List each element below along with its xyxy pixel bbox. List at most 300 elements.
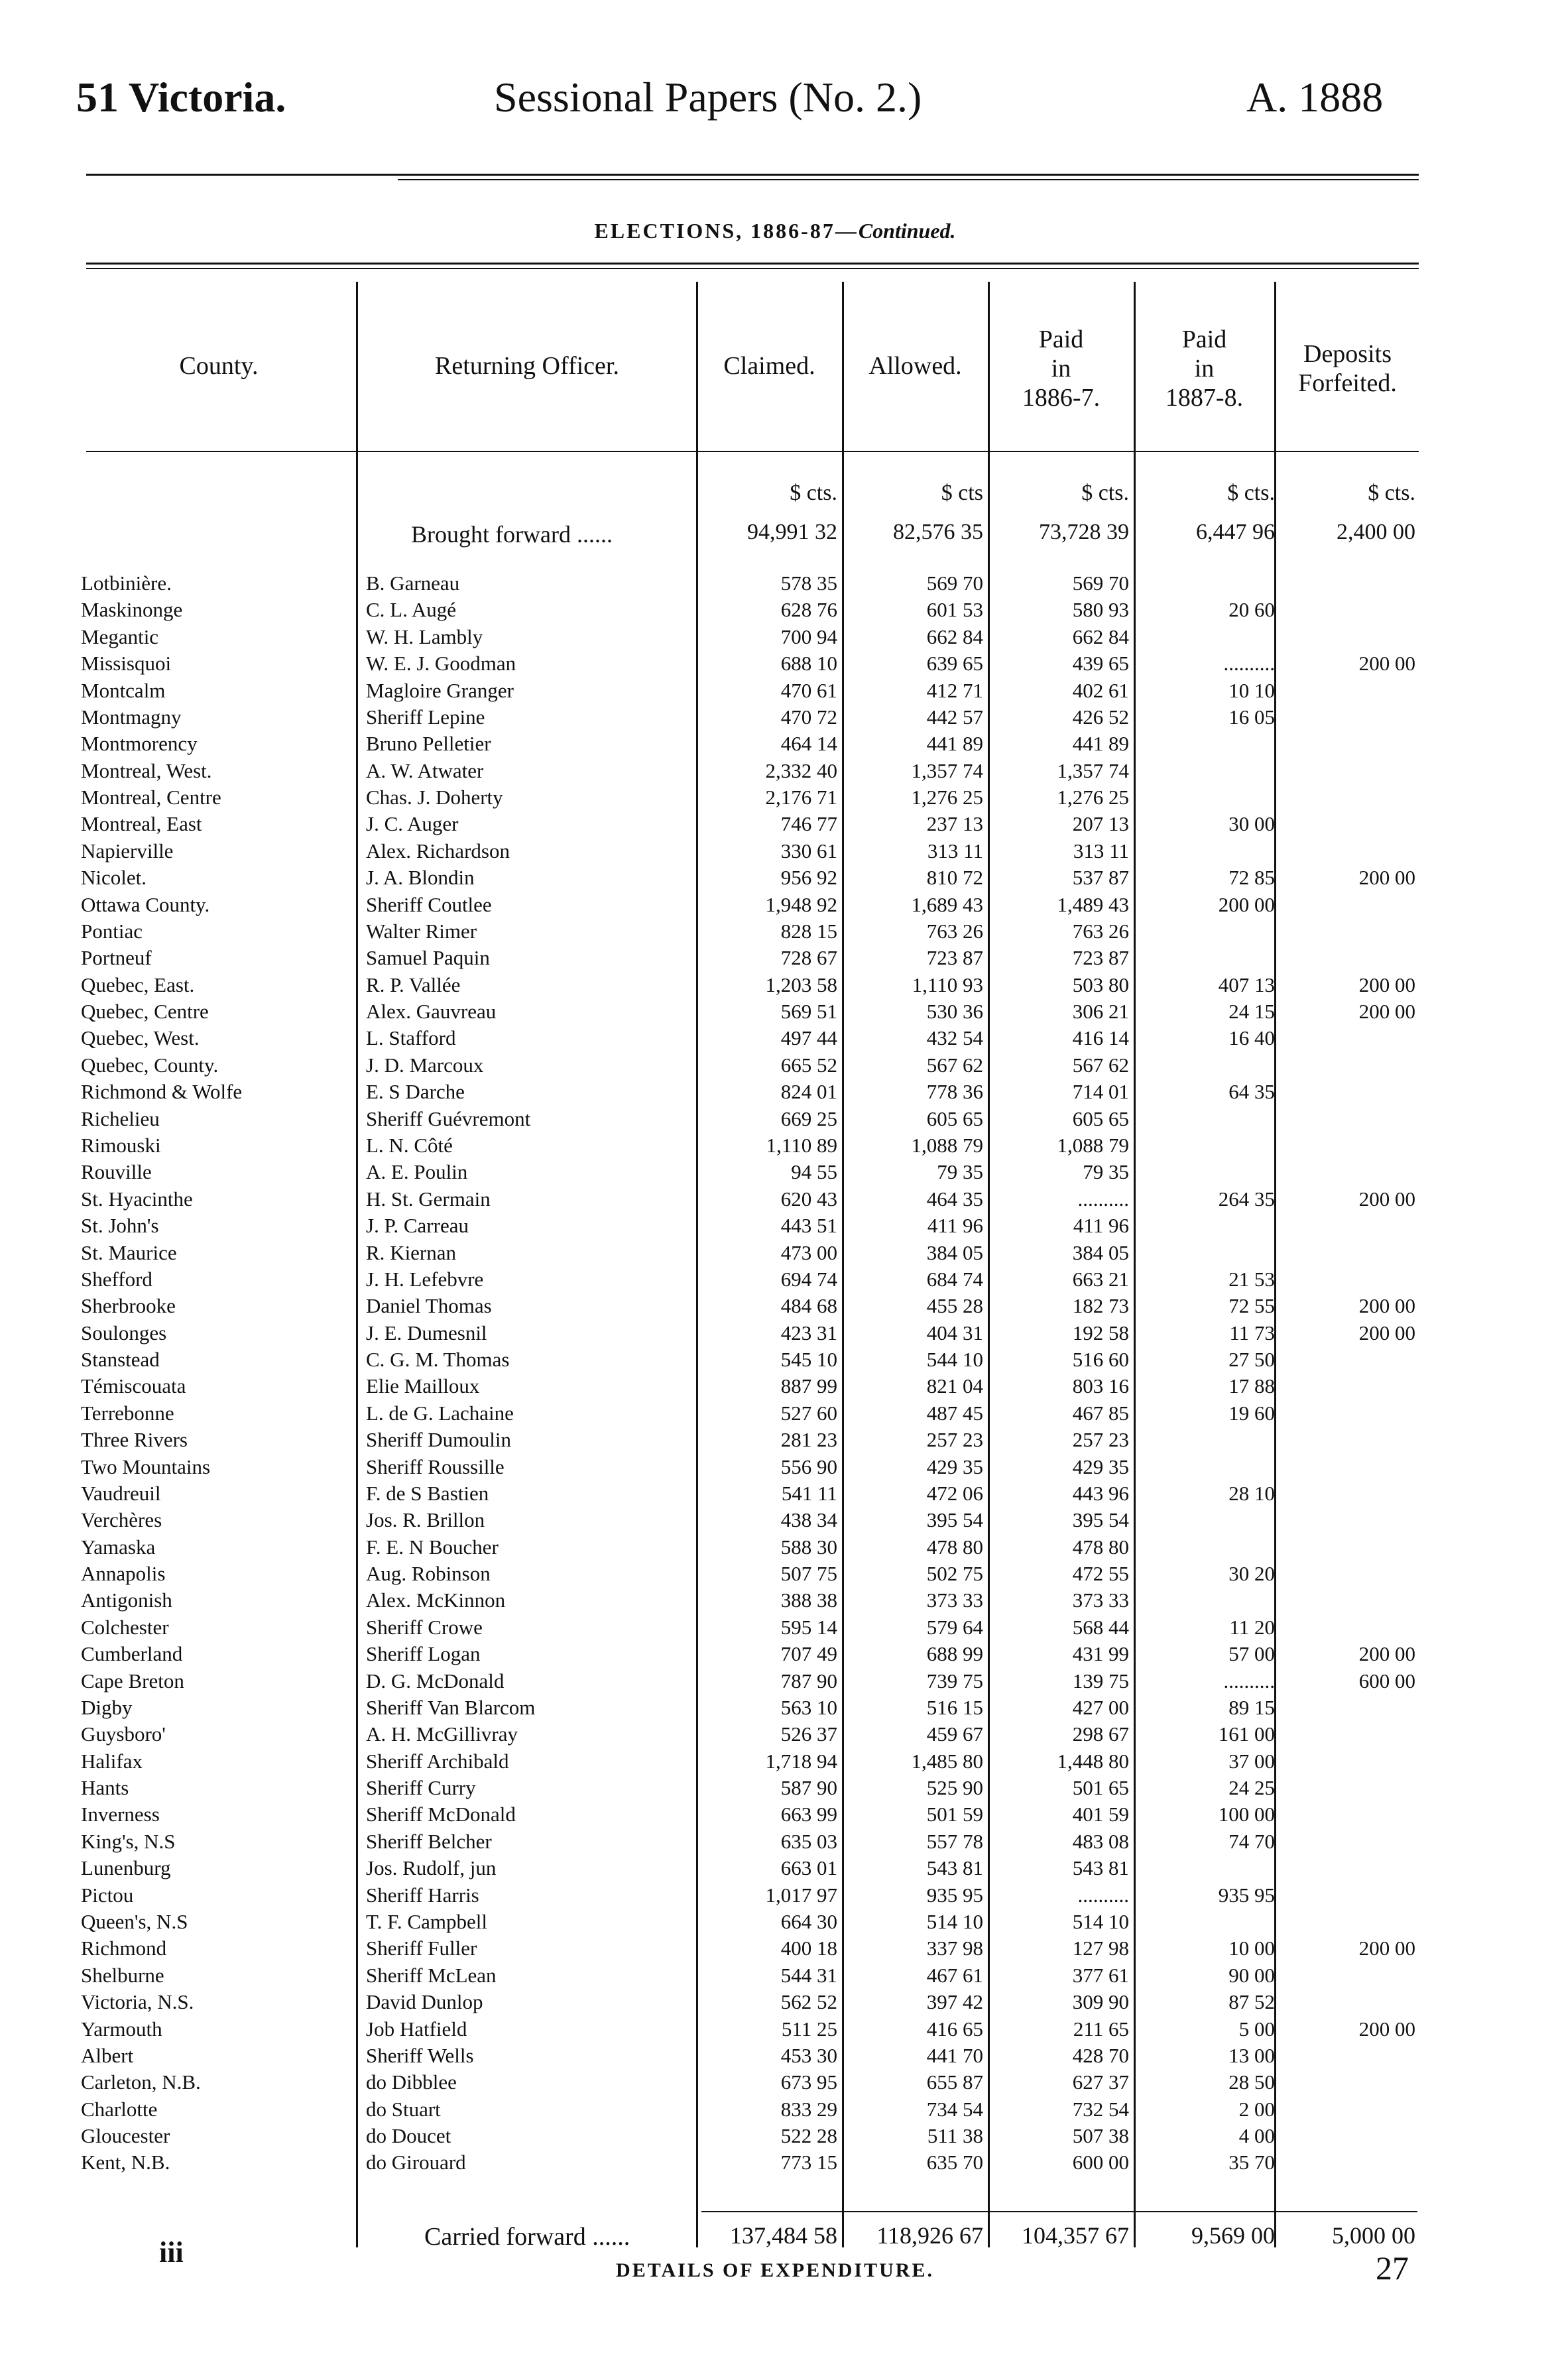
paid-1887-amount: 21 53 <box>1228 1268 1275 1291</box>
paid-1886-amount: 1,088 79 <box>1057 1134 1129 1157</box>
allowed-amount: 605 65 <box>926 1107 983 1130</box>
table-carry-rule <box>701 2211 1417 2212</box>
col-county-header: County. <box>179 352 259 380</box>
county-name: Richelieu <box>81 1107 160 1130</box>
paid-1886-amount: 580 93 <box>1072 598 1129 621</box>
paid-1886-amount: 257 23 <box>1072 1428 1129 1451</box>
allowed-amount: 662 84 <box>926 625 983 648</box>
paid-1886-amount: 723 87 <box>1072 946 1129 969</box>
paid-1886-amount: 428 70 <box>1072 2044 1129 2067</box>
claimed-amount: 824 01 <box>780 1080 837 1103</box>
allowed-amount: 525 90 <box>926 1776 983 1799</box>
allowed-amount: 464 35 <box>926 1187 983 1211</box>
carried-forward-paid-1887: 9,569 00 <box>1191 2222 1275 2249</box>
allowed-amount: 544 10 <box>926 1348 983 1371</box>
deposits-amount: 200 00 <box>1358 1187 1415 1211</box>
claimed-amount: 1,017 97 <box>765 1883 837 1907</box>
claimed-amount: 694 74 <box>780 1268 837 1291</box>
county-name: Guysboro' <box>81 1722 166 1746</box>
col-paid-1887-header: Paid in 1887-8. <box>1165 326 1244 412</box>
returning-officer: B. Garneau <box>366 571 460 595</box>
paid-1887-amount: 4 00 <box>1238 2124 1275 2147</box>
returning-officer: Sheriff Lepine <box>366 705 485 729</box>
deposits-amount: 200 00 <box>1358 1936 1415 1960</box>
county-name: Nicolet. <box>81 866 147 889</box>
allowed-amount: 1,357 74 <box>911 759 983 782</box>
paid-1887-amount: 10 10 <box>1228 679 1275 702</box>
county-name: Quebec, West. <box>81 1026 200 1049</box>
paid-1887-amount: 30 00 <box>1228 812 1275 835</box>
allowed-amount: 639 65 <box>926 652 983 675</box>
county-name: Pontiac <box>81 920 143 943</box>
brought-forward-claimed: 94,991 32 <box>747 520 837 544</box>
claimed-amount: 330 61 <box>780 839 837 863</box>
allowed-amount: 404 31 <box>926 1321 983 1344</box>
paid-1886-amount: 309 90 <box>1072 1990 1129 2013</box>
county-name: Témiscouata <box>81 1374 186 1398</box>
claimed-amount: 628 76 <box>780 598 837 621</box>
claimed-amount: 688 10 <box>780 652 837 675</box>
allowed-amount: 501 59 <box>926 1803 983 1826</box>
claimed-amount: 707 49 <box>780 1642 837 1665</box>
col-officer-header: Returning Officer. <box>435 352 619 380</box>
paid-1886-amount: 402 61 <box>1072 679 1129 702</box>
returning-officer: H. St. Germain <box>366 1187 491 1211</box>
paid-1887-amount: 10 00 <box>1228 1936 1275 1960</box>
allowed-amount: 432 54 <box>926 1026 983 1049</box>
claimed-amount: 746 77 <box>780 812 837 835</box>
column-divider <box>988 282 990 2247</box>
allowed-amount: 395 54 <box>926 1508 983 1531</box>
returning-officer: Job Hatfield <box>366 2017 467 2041</box>
allowed-amount: 1,689 43 <box>911 893 983 916</box>
returning-officer: C. L. Augé <box>366 598 457 621</box>
county-name: Lotbinière. <box>81 571 172 595</box>
paid-1886-amount: 763 26 <box>1072 920 1129 943</box>
county-name: Cape Breton <box>81 1669 184 1693</box>
table-subtitle: ELECTIONS, 1886-87—Continued. <box>594 219 956 243</box>
county-name: St. John's <box>81 1214 159 1237</box>
returning-officer: Bruno Pelletier <box>366 732 491 755</box>
paid-1886-amount: 472 55 <box>1072 1562 1129 1585</box>
paid-1886-amount: 605 65 <box>1072 1107 1129 1130</box>
allowed-amount: 441 70 <box>926 2044 983 2067</box>
county-name: Rimouski <box>81 1134 161 1157</box>
returning-officer: Sheriff Logan <box>366 1642 481 1665</box>
paid-1886-amount: 569 70 <box>1072 571 1129 595</box>
claimed-amount: 563 10 <box>780 1696 837 1719</box>
county-name: Richmond <box>81 1936 167 1960</box>
returning-officer: Sheriff McDonald <box>366 1803 516 1826</box>
paid-1886-amount: 443 96 <box>1072 1482 1129 1505</box>
county-name: Halifax <box>81 1750 143 1773</box>
returning-officer: Magloire Granger <box>366 679 514 702</box>
claimed-amount: 438 34 <box>780 1508 837 1531</box>
header-title: Sessional Papers (No. 2.) <box>494 74 922 121</box>
allowed-amount: 543 81 <box>926 1856 983 1879</box>
paid-1887-amount: 35 70 <box>1228 2151 1275 2174</box>
returning-officer: Sheriff Wells <box>366 2044 474 2067</box>
paid-1886-amount: 441 89 <box>1072 732 1129 755</box>
brought-forward-paid-1886: 73,728 39 <box>1039 520 1129 544</box>
unit-claimed: $ cts. <box>790 481 837 505</box>
paid-1887-amount: 11 73 <box>1229 1321 1275 1344</box>
county-name: Colchester <box>81 1616 169 1639</box>
county-name: Quebec, County. <box>81 1053 219 1077</box>
column-divider <box>842 282 844 2247</box>
county-name: Kent, N.B. <box>81 2151 170 2174</box>
deposits-amount: 200 00 <box>1358 2017 1415 2041</box>
allowed-amount: 412 71 <box>926 679 983 702</box>
county-name: Shelburne <box>81 1964 164 1987</box>
returning-officer: Sheriff Belcher <box>366 1830 492 1853</box>
returning-officer: Alex. Gauvreau <box>366 1000 497 1023</box>
paid-1886-amount: 1,276 25 <box>1057 786 1129 809</box>
allowed-amount: 739 75 <box>926 1669 983 1693</box>
col-deposits-header: Deposits Forfeited. <box>1298 340 1397 397</box>
claimed-amount: 663 99 <box>780 1803 837 1826</box>
claimed-amount: 400 18 <box>780 1936 837 1960</box>
claimed-amount: 473 00 <box>780 1241 837 1264</box>
paid-1886-amount: 429 35 <box>1072 1455 1129 1478</box>
county-name: Maskinonge <box>81 598 183 621</box>
allowed-amount: 472 06 <box>926 1482 983 1505</box>
returning-officer: Sheriff Fuller <box>366 1936 477 1960</box>
paid-1886-amount: 503 80 <box>1072 973 1129 996</box>
paid-1887-amount: 72 55 <box>1228 1294 1275 1317</box>
brought-forward-paid-1887: 6,447 96 <box>1196 520 1275 544</box>
paid-1887-amount: 935 95 <box>1218 1883 1275 1907</box>
claimed-amount: 541 11 <box>781 1482 837 1505</box>
county-name: Vaudreuil <box>81 1482 161 1505</box>
returning-officer: J. H. Lefebvre <box>366 1268 484 1291</box>
allowed-amount: 557 78 <box>926 1830 983 1853</box>
county-name: St. Maurice <box>81 1241 177 1264</box>
county-name: Megantic <box>81 625 159 648</box>
paid-1886-amount: 431 99 <box>1072 1642 1129 1665</box>
allowed-amount: 373 33 <box>926 1588 983 1612</box>
paid-1886-amount: 478 80 <box>1072 1535 1129 1559</box>
paid-1887-amount: 16 40 <box>1228 1026 1275 1049</box>
allowed-amount: 441 89 <box>926 732 983 755</box>
claimed-amount: 828 15 <box>780 920 837 943</box>
returning-officer: F. de S Bastien <box>366 1482 489 1505</box>
claimed-amount: 833 29 <box>780 2098 837 2121</box>
allowed-amount: 567 62 <box>926 1053 983 1077</box>
returning-officer: Sheriff Guévremont <box>366 1107 531 1130</box>
deposits-amount: 200 00 <box>1358 1642 1415 1665</box>
paid-1887-amount: 2 00 <box>1238 2098 1275 2121</box>
county-name: Sherbrooke <box>81 1294 176 1317</box>
paid-1887-amount: 89 15 <box>1228 1696 1275 1719</box>
carried-forward-label: Carried forward ...... <box>424 2223 630 2251</box>
paid-1886-amount: 567 62 <box>1072 1053 1129 1077</box>
allowed-amount: 442 57 <box>926 705 983 729</box>
paid-1887-amount: 28 10 <box>1228 1482 1275 1505</box>
header-rule-thin <box>398 179 1419 180</box>
header-session: 51 Victoria. <box>76 74 286 121</box>
paid-1886-amount: 732 54 <box>1072 2098 1129 2121</box>
claimed-amount: 511 25 <box>781 2017 837 2041</box>
claimed-amount: 578 35 <box>780 571 837 595</box>
allowed-amount: 502 75 <box>926 1562 983 1585</box>
paid-1886-amount: 298 67 <box>1072 1722 1129 1746</box>
paid-1887-amount: 57 00 <box>1228 1642 1275 1665</box>
county-name: Gloucester <box>81 2124 170 2147</box>
county-name: King's, N.S <box>81 1830 176 1853</box>
returning-officer: Samuel Paquin <box>366 946 490 969</box>
returning-officer: Jos. Rudolf, jun <box>366 1856 497 1879</box>
allowed-amount: 237 13 <box>926 812 983 835</box>
county-name: St. Hyacinthe <box>81 1187 193 1211</box>
paid-1886-amount: 803 16 <box>1072 1374 1129 1398</box>
returning-officer: Aug. Robinson <box>366 1562 491 1585</box>
returning-officer: D. G. McDonald <box>366 1669 505 1693</box>
allowed-amount: 810 72 <box>926 866 983 889</box>
unit-paid-1887: $ cts. <box>1227 481 1275 505</box>
unit-allowed: $ cts <box>941 481 983 505</box>
paid-1886-amount: 384 05 <box>1072 1241 1129 1264</box>
county-name: Napierville <box>81 839 174 863</box>
col-allowed-header: Allowed. <box>868 352 962 380</box>
paid-1886-amount: .......... <box>1077 1883 1129 1907</box>
returning-officer: Elie Mailloux <box>366 1374 480 1398</box>
county-name: Antigonish <box>81 1588 172 1612</box>
claimed-amount: 1,110 89 <box>766 1134 837 1157</box>
paid-1887-amount: 407 13 <box>1218 973 1275 996</box>
county-name: Annapolis <box>81 1562 166 1585</box>
county-name: Richmond & Wolfe <box>81 1080 243 1103</box>
claimed-amount: 700 94 <box>780 625 837 648</box>
paid-1886-amount: 306 21 <box>1072 1000 1129 1023</box>
column-divider <box>356 282 358 2247</box>
allowed-amount: 1,088 79 <box>911 1134 983 1157</box>
allowed-amount: 1,110 93 <box>912 973 983 996</box>
allowed-amount: 411 96 <box>927 1214 983 1237</box>
returning-officer: Alex. Richardson <box>366 839 510 863</box>
table-top-rule-2 <box>86 268 1419 269</box>
paid-1887-amount: 5 00 <box>1238 2017 1275 2041</box>
col-paid-1886-header: Paid in 1886-7. <box>1022 326 1101 412</box>
allowed-amount: 79 35 <box>937 1160 983 1183</box>
county-name: Terrebonne <box>81 1401 174 1425</box>
allowed-amount: 429 35 <box>926 1455 983 1478</box>
claimed-amount: 587 90 <box>780 1776 837 1799</box>
county-name: Digby <box>81 1696 133 1719</box>
county-name: Rouville <box>81 1160 152 1183</box>
paid-1886-amount: 416 14 <box>1072 1026 1129 1049</box>
paid-1887-amount: 161 00 <box>1218 1722 1275 1746</box>
col-claimed-header: Claimed. <box>723 352 815 380</box>
deposits-amount: 600 00 <box>1358 1669 1415 1693</box>
header-year: A. 1888 <box>1246 74 1384 121</box>
claimed-amount: 595 14 <box>780 1616 837 1639</box>
paid-1886-amount: 662 84 <box>1072 625 1129 648</box>
returning-officer: R. P. Vallée <box>366 973 461 996</box>
returning-officer: Sheriff Van Blarcom <box>366 1696 536 1719</box>
paid-1886-amount: .......... <box>1077 1187 1129 1211</box>
county-name: Montmagny <box>81 705 182 729</box>
claimed-amount: 2,176 71 <box>765 786 837 809</box>
returning-officer: Jos. R. Brillon <box>366 1508 485 1531</box>
returning-officer: F. E. N Boucher <box>366 1535 499 1559</box>
paid-1887-amount: 74 70 <box>1228 1830 1275 1853</box>
allowed-amount: 478 80 <box>926 1535 983 1559</box>
returning-officer: do Dibblee <box>366 2070 457 2094</box>
brought-forward-deposits: 2,400 00 <box>1337 520 1415 544</box>
paid-1886-amount: 192 58 <box>1072 1321 1129 1344</box>
allowed-amount: 763 26 <box>926 920 983 943</box>
allowed-amount: 579 64 <box>926 1616 983 1639</box>
claimed-amount: 588 30 <box>780 1535 837 1559</box>
paid-1886-amount: 411 96 <box>1073 1214 1129 1237</box>
allowed-amount: 337 98 <box>926 1936 983 1960</box>
returning-officer: Sheriff Curry <box>366 1776 476 1799</box>
county-name: Yarmouth <box>81 2017 162 2041</box>
paid-1886-amount: 1,357 74 <box>1057 759 1129 782</box>
county-name: Ottawa County. <box>81 893 210 916</box>
returning-officer: J. C. Auger <box>366 812 459 835</box>
claimed-amount: 2,332 40 <box>765 759 837 782</box>
returning-officer: Alex. McKinnon <box>366 1588 506 1612</box>
deposits-amount: 200 00 <box>1358 1294 1415 1317</box>
allowed-amount: 655 87 <box>926 2070 983 2094</box>
paid-1887-amount: 24 25 <box>1228 1776 1275 1799</box>
brought-forward-allowed: 82,576 35 <box>893 520 983 544</box>
county-name: Shefford <box>81 1268 152 1291</box>
paid-1886-amount: 543 81 <box>1072 1856 1129 1879</box>
claimed-amount: 522 28 <box>780 2124 837 2147</box>
county-name: Montmorency <box>81 732 198 755</box>
claimed-amount: 423 31 <box>780 1321 837 1344</box>
paid-1886-amount: 427 00 <box>1072 1696 1129 1719</box>
carried-forward-claimed: 137,484 58 <box>730 2222 837 2249</box>
claimed-amount: 470 72 <box>780 705 837 729</box>
paid-1886-amount: 426 52 <box>1072 705 1129 729</box>
allowed-amount: 684 74 <box>926 1268 983 1291</box>
paid-1886-amount: 600 00 <box>1072 2151 1129 2174</box>
allowed-amount: 601 53 <box>926 598 983 621</box>
paid-1886-amount: 182 73 <box>1072 1294 1129 1317</box>
paid-1886-amount: 401 59 <box>1072 1803 1129 1826</box>
claimed-amount: 507 75 <box>780 1562 837 1585</box>
claimed-amount: 544 31 <box>780 1964 837 1987</box>
paid-1887-amount: 20 60 <box>1228 598 1275 621</box>
claimed-amount: 281 23 <box>780 1428 837 1451</box>
returning-officer: Sheriff Dumoulin <box>366 1428 511 1451</box>
paid-1886-amount: 501 65 <box>1072 1776 1129 1799</box>
allowed-amount: 688 99 <box>926 1642 983 1665</box>
returning-officer: David Dunlop <box>366 1990 483 2013</box>
county-name: Hants <box>81 1776 129 1799</box>
paid-1887-amount: 13 00 <box>1228 2044 1275 2067</box>
claimed-amount: 1,948 92 <box>765 893 837 916</box>
allowed-amount: 723 87 <box>926 946 983 969</box>
returning-officer: L. N. Côté <box>366 1134 453 1157</box>
county-name: Two Mountains <box>81 1455 211 1478</box>
claimed-amount: 669 25 <box>780 1107 837 1130</box>
county-name: Portneuf <box>81 946 152 969</box>
paid-1886-amount: 439 65 <box>1072 652 1129 675</box>
paid-1887-amount: 37 00 <box>1228 1750 1275 1773</box>
allowed-amount: 1,485 80 <box>911 1750 983 1773</box>
paid-1886-amount: 207 13 <box>1072 812 1129 835</box>
county-name: Pictou <box>81 1883 134 1907</box>
allowed-amount: 778 36 <box>926 1080 983 1103</box>
county-name: Montreal, East <box>81 812 202 835</box>
allowed-amount: 455 28 <box>926 1294 983 1317</box>
page-number: 27 <box>1376 2249 1409 2287</box>
carried-forward-paid-1886: 104,357 67 <box>1022 2222 1129 2249</box>
returning-officer: Daniel Thomas <box>366 1294 492 1317</box>
allowed-amount: 511 38 <box>927 2124 983 2147</box>
returning-officer: Chas. J. Doherty <box>366 786 503 809</box>
returning-officer: J. D. Marcoux <box>366 1053 484 1077</box>
deposits-amount: 200 00 <box>1358 1321 1415 1344</box>
claimed-amount: 569 51 <box>780 1000 837 1023</box>
allowed-amount: 516 15 <box>926 1696 983 1719</box>
paid-1886-amount: 467 85 <box>1072 1401 1129 1425</box>
footer-title: DETAILS OF EXPENDITURE. <box>616 2259 934 2281</box>
table-head-rule <box>86 451 1419 452</box>
county-name: Albert <box>81 2044 134 2067</box>
paid-1887-amount: 19 60 <box>1228 1401 1275 1425</box>
returning-officer: A. W. Atwater <box>366 759 484 782</box>
claimed-amount: 526 37 <box>780 1722 837 1746</box>
county-name: Charlotte <box>81 2098 158 2121</box>
paid-1887-amount: 16 05 <box>1228 705 1275 729</box>
returning-officer: Walter Rimer <box>366 920 477 943</box>
county-name: Quebec, Centre <box>81 1000 209 1023</box>
county-name: Quebec, East. <box>81 973 195 996</box>
county-name: Victoria, N.S. <box>81 1990 194 2013</box>
claimed-amount: 673 95 <box>780 2070 837 2094</box>
allowed-amount: 459 67 <box>926 1722 983 1746</box>
paid-1887-amount: 24 15 <box>1228 1000 1275 1023</box>
claimed-amount: 545 10 <box>780 1348 837 1371</box>
allowed-amount: 734 54 <box>926 2098 983 2121</box>
paid-1886-amount: 568 44 <box>1072 1616 1129 1639</box>
allowed-amount: 935 95 <box>926 1883 983 1907</box>
paid-1887-amount: 264 35 <box>1218 1187 1275 1211</box>
unit-deposits: $ cts. <box>1368 481 1415 505</box>
returning-officer: A. H. McGillivray <box>366 1722 518 1746</box>
county-name: Soulonges <box>81 1321 167 1344</box>
allowed-amount: 635 70 <box>926 2151 983 2174</box>
paid-1886-amount: 127 98 <box>1072 1936 1129 1960</box>
allowed-amount: 397 42 <box>926 1990 983 2013</box>
claimed-amount: 665 52 <box>780 1053 837 1077</box>
paid-1886-amount: 537 87 <box>1072 866 1129 889</box>
carried-forward-allowed: 118,926 67 <box>876 2222 983 2249</box>
carried-forward-deposits: 5,000 00 <box>1332 2222 1415 2249</box>
table-top-rule <box>86 263 1419 265</box>
returning-officer: Sheriff Coutlee <box>366 893 492 916</box>
claimed-amount: 620 43 <box>780 1187 837 1211</box>
deposits-amount: 200 00 <box>1358 1000 1415 1023</box>
paid-1886-amount: 1,448 80 <box>1057 1750 1129 1773</box>
paid-1887-amount: 17 88 <box>1228 1374 1275 1398</box>
deposits-amount: 200 00 <box>1358 652 1415 675</box>
claimed-amount: 443 51 <box>780 1214 837 1237</box>
returning-officer: J. A. Blondin <box>366 866 475 889</box>
claimed-amount: 470 61 <box>780 679 837 702</box>
claimed-amount: 787 90 <box>780 1669 837 1693</box>
claimed-amount: 94 55 <box>791 1160 837 1183</box>
allowed-amount: 821 04 <box>926 1374 983 1398</box>
claimed-amount: 664 30 <box>780 1910 837 1933</box>
paid-1886-amount: 79 35 <box>1083 1160 1129 1183</box>
